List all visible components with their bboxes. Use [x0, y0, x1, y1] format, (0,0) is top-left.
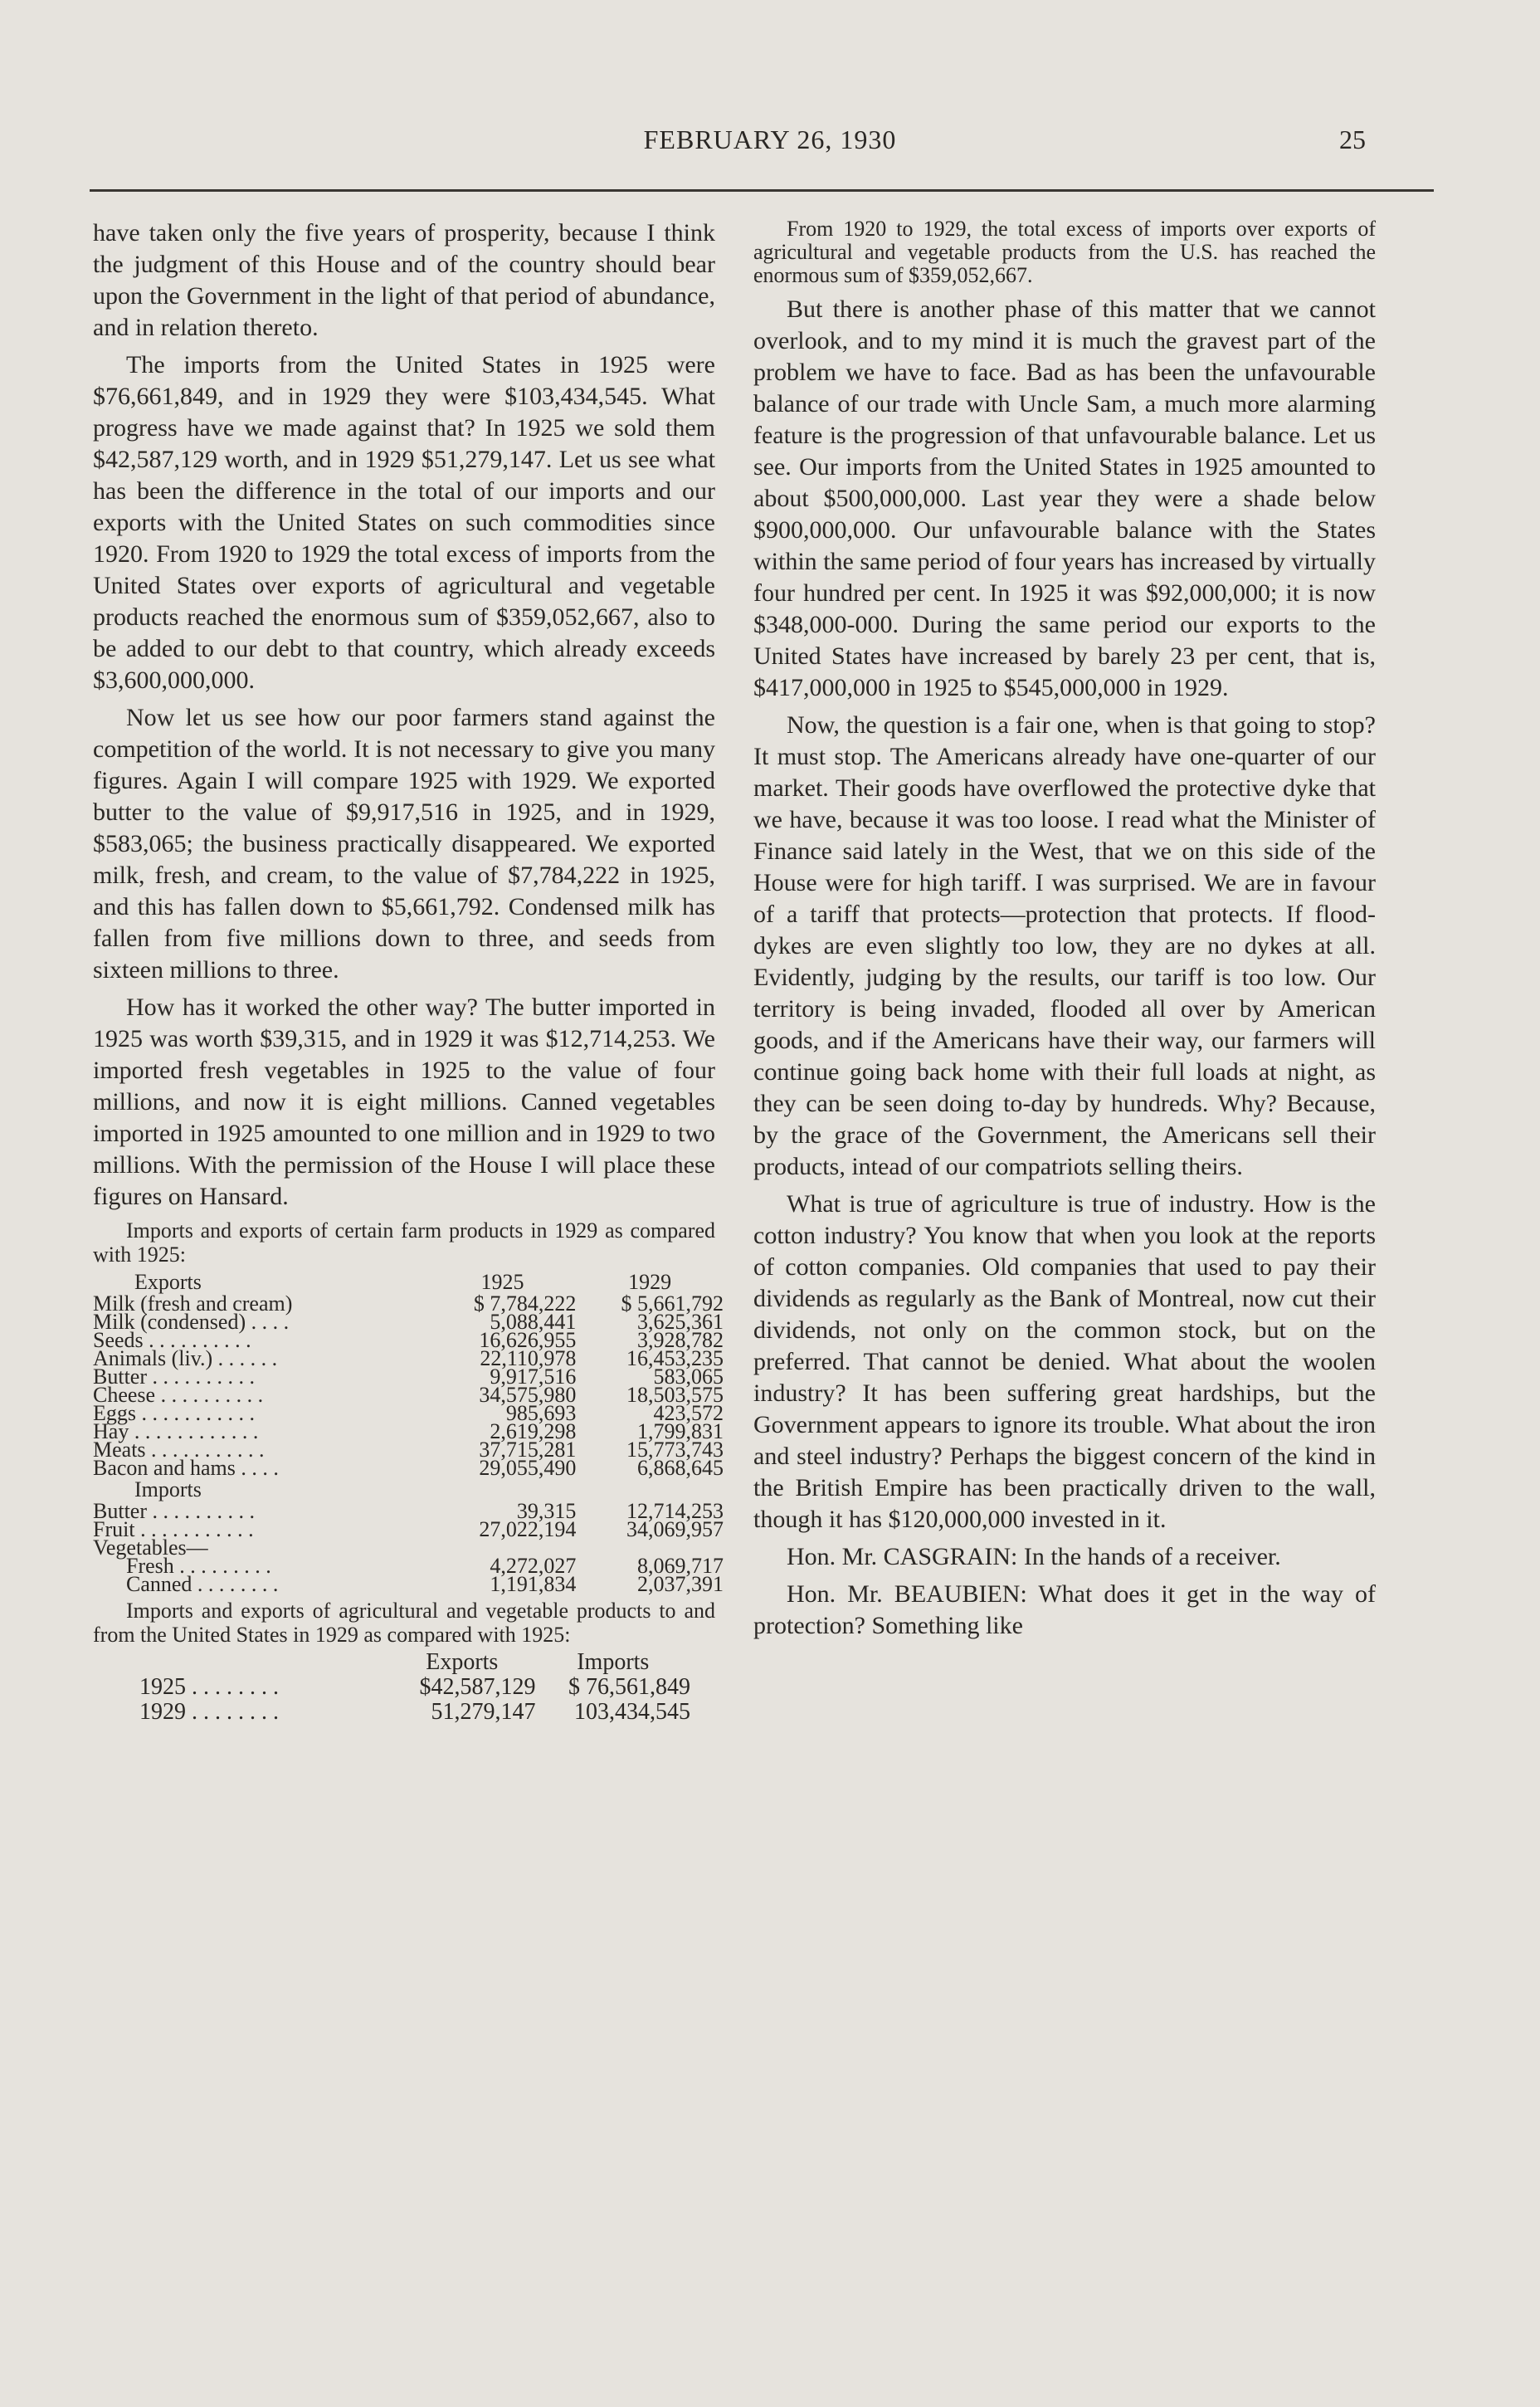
row-label: Butter . . . . . . . . . . [93, 1365, 255, 1389]
value-1925: 985,693 [505, 1401, 577, 1425]
row-label: Bacon and hams . . . . [93, 1456, 279, 1480]
exports-heading: Exports [134, 1270, 202, 1294]
totals-imports-heading: Imports [577, 1649, 650, 1675]
row-label: Seeds . . . . . . . . . . [93, 1328, 251, 1352]
page-number: 25 [1339, 124, 1366, 154]
value-1925: 34,575,980 [479, 1383, 577, 1407]
left-column [93, 217, 724, 1725]
value-1925: 37,715,281 [479, 1438, 577, 1462]
value-1929: 1,799,831 [637, 1419, 724, 1443]
value-1925: 9,917,516 [490, 1365, 577, 1389]
totals-imports-value: 103,434,545 [574, 1699, 690, 1725]
totals-corner [93, 1650, 388, 1675]
value-1925: 1,191,834 [490, 1572, 577, 1596]
totals-year: 1929 . . . . . . . . [139, 1699, 279, 1725]
row-label: Hay . . . . . . . . . . . . [93, 1419, 259, 1443]
value-1929: 18,503,575 [626, 1383, 724, 1407]
header-date: FEBRUARY 26, 1930 [643, 124, 897, 154]
right-paragraph-1: But there is another phase of this matter that we cannot overlook, and to my mind it is much the gravest part of the problem we have to face. Bad as has been the unfavourable balance of our trade with Uncle Sam, a much more alarming feature is the progression of that unfavourable balance. Let us see. Our imports from the United States in 1925 amounted to about $500,000,000. Last year they were a shade below $900,000,000. Our unfavourable balance with the States within the same period of four years has increased by virtually four hundred per cent. In 1925 it was $92,000,000; it is now $348,000-000. During the same period our exports to the United States have increased by barely 23 per cent, that is, $417,000,000 in 1925 to $545,000,000 in 1929. [753, 295, 1376, 701]
value-1929: 3,625,361 [637, 1310, 724, 1334]
table-row [93, 1459, 724, 1477]
row-label: Milk (fresh and cream) [93, 1291, 293, 1316]
farm-products-table-caption: Imports and exports of certain farm products in 1929 as compared with 1925: [93, 1218, 715, 1267]
value-1929: $ 5,661,792 [621, 1291, 724, 1316]
right-column [753, 217, 1376, 1648]
row-label: Cheese . . . . . . . . . . [93, 1383, 264, 1407]
page-header [0, 124, 1540, 166]
row-label: Canned . . . . . . . . [126, 1572, 279, 1596]
totals-row [93, 1675, 690, 1700]
right-paragraph-5: Hon. Mr. BEAUBIEN: What does it get in the way of protection? Something like [753, 1580, 1376, 1639]
table-row [93, 1575, 724, 1594]
totals-table-caption: Imports and exports of agricultural and vegetable products to and from the United States in 1929 as compared with 1925: [93, 1599, 715, 1647]
value-1925: 2,619,298 [490, 1419, 577, 1443]
header-rule [90, 189, 1434, 192]
row-label: Eggs . . . . . . . . . . . [93, 1401, 255, 1425]
value-1929: 423,572 [653, 1401, 724, 1425]
row-label: Animals (liv.) . . . . . . [93, 1346, 278, 1370]
value-1925: 4,272,027 [490, 1554, 577, 1578]
year-1925-heading: 1925 [480, 1270, 524, 1294]
imports-heading: Imports [134, 1477, 202, 1501]
value-1929: 12,714,253 [626, 1499, 724, 1523]
totals-header-row [93, 1650, 690, 1675]
row-label: Fruit . . . . . . . . . . . [93, 1517, 254, 1541]
value-1929: 3,928,782 [637, 1328, 724, 1352]
value-1925: 22,110,978 [480, 1346, 577, 1370]
row-label: Milk (condensed) . . . . [93, 1310, 290, 1334]
value-1925: 27,022,194 [479, 1517, 577, 1541]
value-1929: 2,037,391 [637, 1572, 724, 1596]
row-label: Fresh . . . . . . . . . [126, 1554, 271, 1578]
value-1929: 16,453,235 [626, 1346, 724, 1370]
row-label: Meats . . . . . . . . . . . [93, 1438, 265, 1462]
value-1929: 583,065 [653, 1365, 724, 1389]
left-paragraph-4: How has it worked the other way? The butter imported in 1925 was worth $39,315, and in 1929 it was $12,714,253. We imported fresh vegetables in 1925 to the value of four millions, and now it is eight millions. Canned vegetables imported in 1925 amounted to one million and in 1929 to two millions. With the permission of the House I will place these figures on Hansard. [93, 994, 715, 1210]
right-paragraph-3: What is true of agriculture is true of industry. How is the cotton industry? You know that when you look at the reports of cotton companies. Old companies that used to pay their dividends as regularly as the Bank of Montreal, now cut their dividends, not only on the common stock, but on the preferred. That cannot be denied. What about the woolen industry? It has been suffering great hardships, but the Government appears to ignore its trouble. What about the iron and steel industry? Perhaps the biggest concern of the kind in the British Empire has been practically driven to the wall, though it has $120,000,000 invested in it. [753, 1190, 1376, 1533]
row-label: Butter . . . . . . . . . . [93, 1499, 255, 1523]
value-1929: 34,069,957 [626, 1517, 724, 1541]
totals-row [93, 1700, 690, 1725]
value-1925: 5,088,441 [490, 1310, 577, 1334]
value-1925: 29,055,490 [479, 1456, 577, 1480]
boxed-quote: From 1920 to 1929, the total excess of imports over exports of agricultural and vegetable products from the U.S. has reached the enormous sum of $359,052,667. [753, 217, 1376, 287]
totals-exports-value: 51,279,147 [431, 1699, 536, 1725]
value-1925: 39,315 [516, 1499, 577, 1523]
totals-exports-value: $42,587,129 [419, 1674, 536, 1700]
value-1925: 16,626,955 [479, 1328, 577, 1352]
farm-products-table [93, 1270, 724, 1594]
right-paragraph-4: Hon. Mr. CASGRAIN: In the hands of a receiver. [787, 1543, 1281, 1570]
left-paragraph-3: Now let us see how our poor farmers stand against the competition of the world. It is not necessary to give you many figures. Again I will compare 1925 with 1929. We exported butter to the value of $9,917,516 in 1925, and in 1929, $583,065; the business practically disappeared. We exported milk, fresh, and cream, to the value of $7,784,222 in 1925, and this has fallen down to $5,661,792. Condensed milk has fallen from five millions down to three, and seeds from sixteen millions to three. [93, 704, 715, 984]
value-1925: $ 7,784,222 [473, 1291, 577, 1316]
left-paragraph-2: The imports from the United States in 1925 were $76,661,849, and in 1929 they were $103,434,545. What progress have we made against that? In 1925 we sold them $42,587,129 worth, and in 1929 $51,279,147. Let us see what has been the difference in the total of our imports and our exports with the United States on such commodities since 1920. From 1920 to 1929 the total excess of imports from the United States over exports of agricultural and vegetable products reached the enormous sum of $359,052,667, also to be added to our debt to that country, which already exceeds $3,600,000,000. [93, 351, 715, 694]
year-1929-heading: 1929 [628, 1270, 672, 1294]
vegetables-heading: Vegetables— [93, 1536, 208, 1560]
totals-exports-heading: Exports [426, 1649, 499, 1675]
right-paragraph-2: Now, the question is a fair one, when is that going to stop? It must stop. The Americans already have one-quarter of our market. Their goods have overflowed the protective dyke that we have, because it was too loose. I read what the Minister of Finance said lately in the West, that we on this side of the House were for high tariff. I was surprised. We are in favour of a tariff that protects—protection that protects. If flood-dykes are even slightly too low, they are no dykes at all. Evidently, judging by the results, our tariff is too low. Our territory is being invaded, flooded all over by American goods, and if the Americans have their way, our farmers will continue going back home with their full loads at night, as they can be seen doing to-day by hundreds. Why? Because, by the grace of the Government, the Americans sell their products, intead of our compatriots selling theirs. [753, 711, 1376, 1180]
value-1929: 8,069,717 [637, 1554, 724, 1578]
totals-table [93, 1650, 690, 1725]
left-paragraph-1: have taken only the five years of prosperity, because I think the judgment of this House and of the country should bear upon the Government in the light of that period of abundance, and in relation thereto. [93, 219, 715, 341]
totals-imports-value: $ 76,561,849 [568, 1674, 690, 1700]
value-1929: 15,773,743 [626, 1438, 724, 1462]
totals-year: 1925 . . . . . . . . [139, 1674, 279, 1700]
value-1929: 6,868,645 [637, 1456, 724, 1480]
